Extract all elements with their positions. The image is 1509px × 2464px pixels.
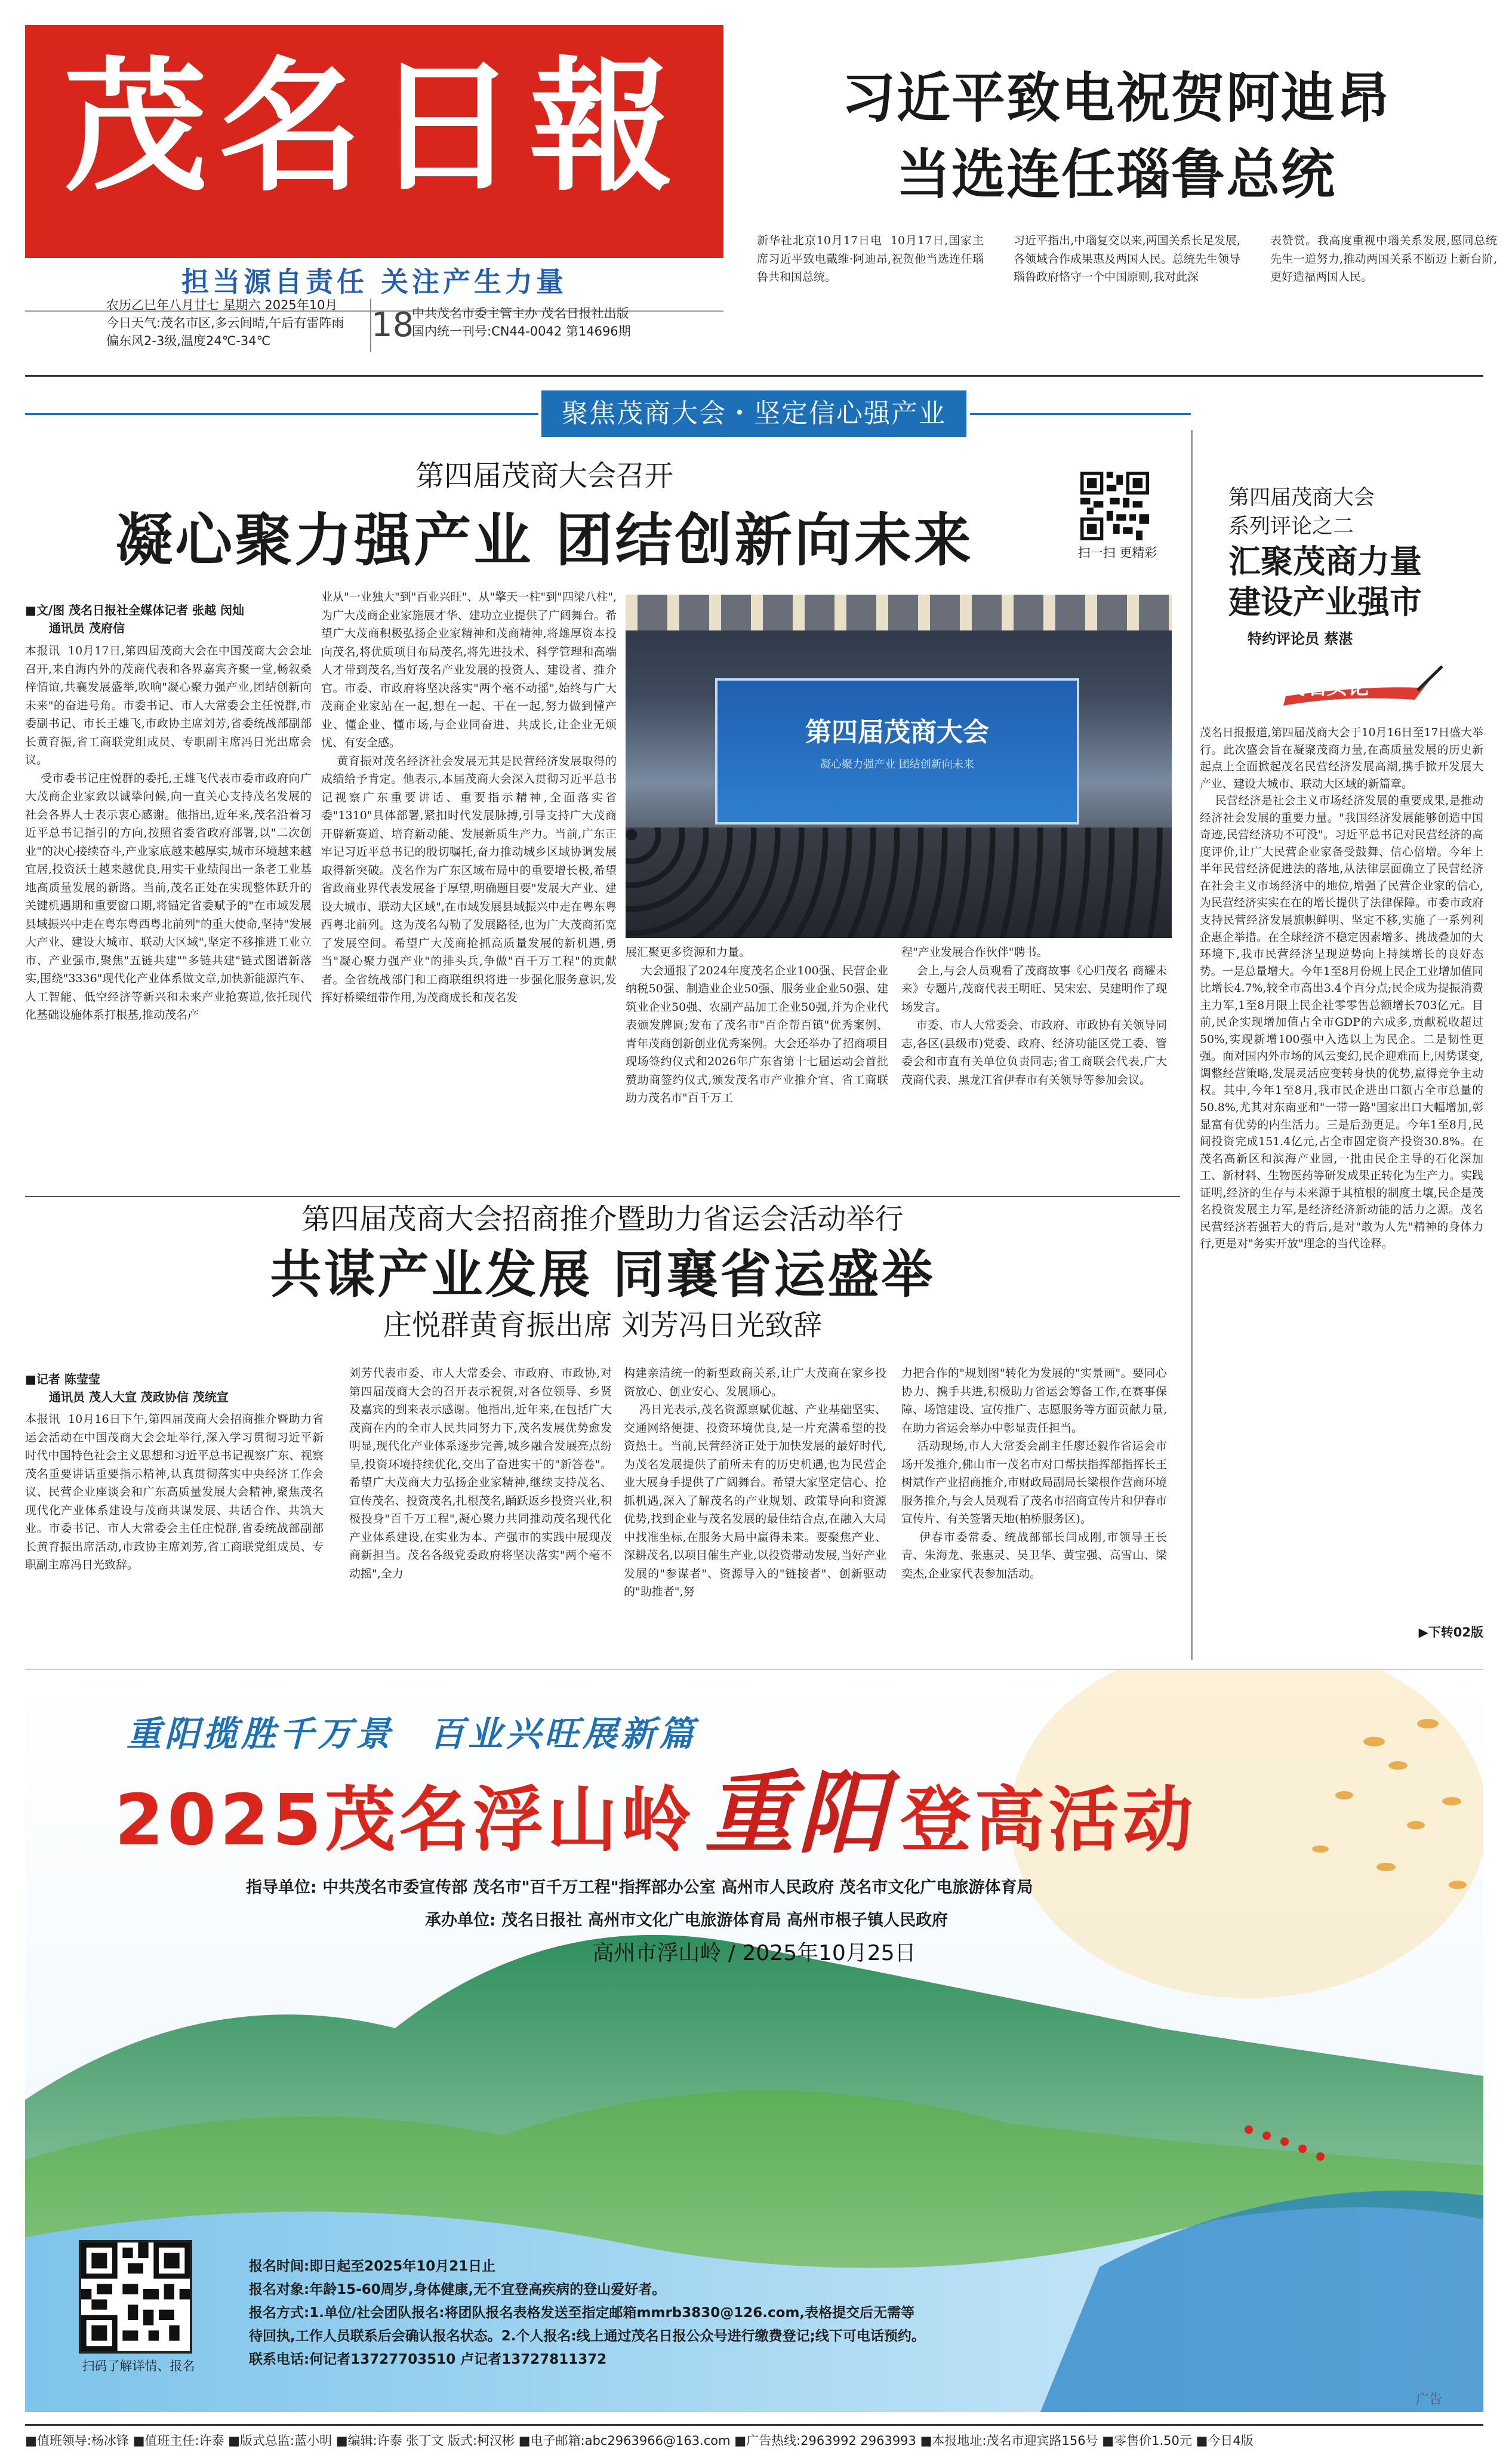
story2-headline: 共谋产业发展 同襄省运盛举: [270, 1244, 935, 1305]
ad-info: [249, 2255, 1264, 2371]
ad-guide-units: 中共茂名市委宣传部 茂名市"百千万工程"指挥部办公室 高州市人民政府 茂名市文化广电旅游体育局: [322, 1878, 1033, 1897]
story2-col-4: 力把合作的"规划图"转化为发展的"实景画"。要同心协力、携手共进,积极助力省运会筹备工作,在赛事保障、场馆建设、宣传推广、志愿服务等方面贡献力量,在助力省运会举办中彰显责任担当。 活动现场,市人大常委会副主任廖还毅作省运会市场开发推介,佛山市一茂名市对口帮扶指挥部指挥长王树斌作产业招商推介,市财政局副局长梁根作营商环境服务推介,与会人员观看了茂名市招商宣传片和伊春市宣传片、有关签署天地(柏桥服务区)。 伊春市委常委、统战部部长闫成刚,市领导王长青、朱海龙、张惠灵、吴卫华、黄宝强、高雪山、梁奕杰,企业家代表参加活动。: [901, 1367, 1167, 1580]
ad-title-c: 登高活动: [900, 1779, 1197, 1861]
story1-col-3: 展汇聚更多资源和力量。 大会通报了2024年度茂名企业100强、民营企业纳税50强、制造业企业50强、服务业企业50强、建筑业企业50强、农副产品加工企业50强,并为企业代表颁发牌匾;发布了茂名市"百企帮百镇"优秀案例、青年茂商创新创业优秀案例。大会还举办了招商项目现场签约仪式和2026年广东省第十七届运动会首批赞助商签约仪式,颁发茂名市产业推介官、省工商联助力茂名市"百千万工: [626, 946, 888, 1105]
commentary-series: [1228, 484, 1479, 541]
conference-photo: [626, 595, 1172, 938]
ad-qr-caption: 扫码了解详情、报名: [82, 2359, 195, 2373]
ad-host-units: 茂名日报社 高州市文化广电旅游体育局 高州市根子镇人民政府: [501, 1911, 948, 1930]
story1-col-1: 本报讯 10月17日,第四届茂商大会在中国茂商大会会址召开,来自海内外的茂商代表和各界嘉宾齐聚一堂,畅叙桑梓情谊,共襄发展盛举,吹响"凝心聚力强产业,团结创新向未来"的奋进号角。市委书记、市人大常委会主任悦群,市委副书记、市长王雄飞,市政协主席刘芳,省委统战部副部长黄育振,省工商联党组成员、专职副主席冯日光出席会议。 受市委书记庄悦群的委托,王雄飞代表市委市政府向广大茂商企业家致以诚挚问候,向一直关心支持茂名发展的社会各界人士表示衷心感谢。他指出,近年来,茂名沿着习近平总书记指引的方向,按照省委省政府部署,以"二次创业"的决心接续奋斗,产业家底越来越厚实,城市环境越来越宜居,投资沃土越来越优良,用实干业绩闯出一条老工业基地高质量发展的新路。当前,茂名正处在实现整体跃升的关键机遇期和重要窗口期,将锚定省委赋予的"在市域发展县域振兴中走在粤东粤西粤北前列"的重大使命,坚持"发展大产业、建设大城市、联动大区域",坚定不移推进工业立市、产业强市,聚焦"五链共建""多链共建"链式图谱新落实,围绕"3336"现代化产业体系做文章,加快新能源汽车、人工智能、低空经济等新兴和未来产业抢赛道,依托现代化基础设施体系打根基,推动茂名产: [25, 644, 312, 1022]
story1-subhead: 第四届茂商大会召开: [415, 459, 673, 493]
commentary-body: 茂名日报报道,第四届茂商大会于10月16日至17日盛大举行。此次盛会旨在凝聚茂商力量,在高质量发展的历史新起点上全面掀起茂名民营经济发展高潮,携手掀开发展大产业、建设大城市、联动大区域的新篇章。 民营经济是社会主义市场经济发展的重要成果,是推动经济社会发展的重要力量。"我国经济发展能够创造中国奇迹,民营经济功不可没"。习近平总书记对民营经济的高度评价,让广大民营企业家备受鼓舞、信心倍增。今年上半年民营经济促进法的落地,从法律层面确立了民营经济在社会主义市场经济中的地位,增强了民营企业家的信心,为民营经济实实在在的增长提供了法律保障。市委市政府支持民营经济发展旗帜鲜明、坚定不移,实施了一系列利企惠企举措。在全球经济不稳定因素增多、挑战叠加的大环境下,我市民营经济呈现逆势向上持续增长的良好态势。一是总量增大。今年1至8月份规上民企工业增加值同比增长4.7%,较全市高出3.4个百分点;民企成为提振消费主力军,1至8月限上民企社零零售总额增长703亿元。目前,民企实现增加值占全市GDP的六成多,贡献税收超过50%,实现新增100强中入选以上为民企。二是韧性更强。面对国内外市场的风云变幻,民企迎难而上,因势谋变,调整经营策略,发展灵活应变转身快的优势,赢得竞争主动权。其中,今年1至8月,我市民企进出口额占全市总量的50.8%,尤其对东南亚和"一带一路"国家出口大幅增加,彰显富有优势的内生活力。三是后劲更足。今年1至8月,民间投资完成151.4亿元,占全市固定资产投资30.8%。在茂名高新区和滨海产业园,一批由民企主导的石化深加工、新材料、生物医药等研发成果正转化为生产力。实践证明,经济的生存与未来源于其植根的制度土壤,民企是茂名投资发展主力军,是经济经济新动能的活力之源。茂名民营经济若强若大的背后,是对"敢为人先"精神的身体力行,更是对"务实开放"理念的当代诠释。: [1200, 727, 1483, 1251]
commentary-logo-text: 茂名实论: [1283, 675, 1370, 699]
ad-host-label: 承办单位:: [425, 1911, 496, 1930]
top-divider: [25, 375, 1483, 377]
ad-host: [425, 1909, 1320, 1933]
commentary-headline-line-2: 建设产业强市: [1228, 583, 1422, 621]
date-line: 农历乙巳年八月廿七 星期六 2025年10月: [106, 298, 338, 312]
commentary-divider: [1191, 430, 1193, 1660]
story2-col-1: 本报讯 10月16日下午,第四届茂商大会招商推介暨助力省运会活动在中国茂商大会会址举行,深入学习贯彻习近平新时代中国特色社会主义思想和习近平总书记视察广东、视察茂名重要讲话重要指示精神,认真贯彻落实中央经济工作会议、民营企业座谈会和广东高质量发展大会精神,聚焦茂名现代化产业体系建设与茂商共谋发展、共话合作、共筑大业。市委书记、市人大常委会主任庄悦群,省委统战部副部长黄育振出席活动,市政协主席刘芳,省工商联党组成员、专职副主席冯日光致辞。: [25, 1413, 324, 1571]
weather-line-1: 今日天气:茂名市区,多云间晴,午后有雷阵雨: [106, 316, 344, 330]
banner-rule-left: [25, 413, 538, 415]
ad-info-4: 待回执,工作人员联系后会确认报名状态。2.个人报名:线上通过茂名日报公众号进行缴费登记;线下可电话预约。: [249, 2328, 925, 2344]
story-divider: [25, 1196, 1180, 1197]
banner-rule-right: [970, 413, 1191, 415]
qr-caption: 扫一扫 更精彩: [1077, 546, 1157, 560]
top-headline: [740, 60, 1492, 213]
day-number: 18: [370, 299, 406, 352]
top-story-col-3: 表赞赏。我高度重视中瑙关系发展,愿同总统先生一道努力,推动两国关系不断迈上新台阶,更好造福两国人民。: [1270, 234, 1497, 284]
ad-tagline-1: 重阳揽胜千万景: [127, 1714, 395, 1754]
story1-headline: 凝心聚力强产业 团结创新向未来: [115, 506, 974, 574]
stage-screen: 第四届茂商大会 凝心聚力强产业 团结创新向未来: [715, 678, 1079, 825]
top-headline-line-2: 当选连任瑙鲁总统: [897, 143, 1336, 206]
story2-col-3: 构建亲清统一的新型政商关系,让广大茂商在家乡投资放心、创业安心、发展顺心。 冯日光表示,茂名资源禀赋优越、产业基础坚实、交通网络便捷、投资环境优良,是一片充满希望的投资热土。当前,民营经济正处于加快发展的最好时代,为茂名发展提供了前所未有的历史机遇,也为民营企业大展身手提供了广阔舞台。希望大家坚定信心、抢抓机遇,深入了解茂名的产业规划、政策导向和资源优势,找到企业与茂名发展的最佳结合点,在融入大局中找准坐标,在服务大局中赢得未来。要聚焦产业、深耕茂名,以项目催生产业,以投资带动发展,当好产业发展的"参谋者"、资源导入的"链接者"、创新驱动的"助推者",努: [624, 1367, 886, 1598]
ad-title: [115, 1761, 1428, 1866]
ad-title-b: 重阳: [704, 1761, 891, 1866]
ad-info-2: 报名对象:年龄15-60周岁,身体健康,无不宜登高疾病的登山爱好者。: [249, 2282, 666, 2297]
qr-code-icon[interactable]: [1080, 472, 1149, 540]
story2-byline: ■记者 陈莹莹: [25, 1372, 100, 1386]
story2-subhead: 第四届茂商大会招商推介暨助力省运会活动举行: [301, 1202, 904, 1236]
story1-byline-2: 通讯员 茂府信: [49, 621, 125, 635]
top-story-col-1: 新华社北京10月17日电 10月17日,国家主席习近平致电戴维·阿迪昂,祝贺他当选连任瑙鲁共和国总统。: [757, 234, 984, 284]
weather-line-2: 偏东风2-3级,温度24℃-34℃: [106, 334, 271, 348]
commentary-logo: [1271, 664, 1445, 713]
commentary-author: 特约评论员 蔡湛: [1248, 630, 1353, 647]
ad-tagline: [127, 1706, 783, 1756]
story1-byline: ■文/图 茂名日报社全媒体记者 张越 闵灿: [25, 603, 245, 617]
footer-credits: ■值班领导:杨冰锋 ■值班主任:许泰 ■版式总监:蓝小明 ■编辑:许泰 张丁文 版式:柯汉彬 ■电子邮箱:abc2963966@163.com ■广告热线:2963992 2963993 ■本报地址:茂名市迎宾路156号 ■零售价1.50元 ■今日4版: [25, 2424, 1483, 2454]
ad-info-1: 报名时间:即日起至2025年10月21日止: [249, 2259, 496, 2274]
ad-tagline-2: 百业兴旺展新篇: [430, 1714, 698, 1754]
advertisement: [25, 1669, 1483, 2412]
audience: [626, 828, 1172, 938]
newspaper-title: 茂名日報: [64, 42, 685, 211]
commentary-series-line-2: 系列评论之二: [1228, 515, 1354, 539]
masthead-slogan: 担当源自责任 关注产生力量: [181, 266, 567, 298]
ad-guide-label: 指导单位:: [246, 1878, 317, 1897]
story1-col-2: 业从"一业独大"到"百业兴旺"、从"擎天一柱"到"四梁八柱",为广大茂商企业家施展才华、建功立业提供了广阔舞台。希望广大茂商积极弘扬企业家精神和茂商精神,将雄厚资本投向茂名,将优质项目布局茂名,将先进技术、科学管理和高端人才带到茂名,当好茂名产业发展的投资人、建设者、推介官。市委、市政府将坚决落实"两个毫不动摇",始终与广大茂商企业家站在一起,想在一起、干在一起,努力做到懂产业、懂企业、懂市场,与企业同奋进、共成长,让企业无烦忧、有安全感。 黄育振对茂名经济社会发展无其是民营经济发展取得的成绩给予肯定。他表示,本届茂商大会深入贯彻习近平总书记视察广东重要讲话、重要指示精神,全面落实省委"1310"具体部署,紧扣时代发展脉搏,引导支持广大茂商开辟新赛道、培育新动能、发展新质生产力。当前,广东正牢记习近平总书记的殷切嘱托,奋力推动城乡区域协调发展取得新突破。茂名作为广东区域布局中的重要增长极,希望省政商业界代表发展备于厚望,明确题目要"发展大产业、建设大城市、联动大区域",在市域发展县域振兴中走在粤东粤西粤北前列。这为茂名勾勒了发展路径,也为广大茂商拓宽了发展空间。希望广大茂商抢抓高质量发展的新机遇,勇当"凝心聚力强产业"的排头兵,争做"百千万工程"的贡献者。全省统战部门和工商联组织将进一步强化服务意识,发挥好桥梁纽带作用,为茂商成长和茂名发: [321, 590, 617, 1004]
commentary-headline: [1228, 541, 1491, 622]
story2-subhead-2: 庄悦群黄育振出席 刘芳冯日光致辞: [383, 1309, 823, 1342]
masthead: [25, 25, 723, 258]
publisher-line: 中共茂名市委主管主办 茂名日报社出版: [412, 306, 629, 321]
story2-col-2: 刘芳代表市委、市人大常委会、市政府、市政协,对第四届茂商大会的召开表示祝贺,对各位领导、乡贤及嘉宾的到来表示感谢。他指出,近年来,在包括广大茂商在内的全市人民共同努力下,茂名发展优势愈发明显,现代化产业体系逐步完善,城乡融合发展亮点纷呈,投资环境持续优化,交出了奋进实干的"新答卷"。希望广大茂商大力弘扬企业家精神,继续支持茂名、宣传茂名、投资茂名,扎根茂名,踊跃返乡投资兴业,积极投身"百千万工程",凝心聚力共同推动茂名现代化产业体系建设,在实业为本、产强市的实践中展现茂商新担当。茂名各级党委政府将坚决落实"两个毫不动摇",全力: [349, 1367, 612, 1580]
continued-link[interactable]: ▶下转02版: [1418, 1625, 1483, 1639]
commentary-headline-line-1: 汇聚茂商力量: [1228, 542, 1422, 580]
ad-label: 广告: [1416, 2392, 1443, 2407]
top-headline-line-1: 习近平致电祝贺阿迪昂: [842, 66, 1391, 130]
ad-guide: [246, 1876, 1380, 1900]
ad-venue: 高州市浮山岭 / 2025年10月25日: [592, 1941, 916, 1965]
ad-info-3: 报名方式:1.单位/社会团队报名:将团队报名表格发送至指定邮箱mmrb3830@126.com,表格提交后无需等: [249, 2305, 915, 2321]
issn-line: 国内统一刊号:CN44-0042 第14696期: [412, 324, 631, 339]
ad-qr-code-icon[interactable]: [79, 2240, 192, 2354]
commentary-series-line-1: 第四届茂商大会: [1228, 486, 1375, 510]
section-banner: 聚焦茂商大会・坚定信心强产业: [541, 390, 966, 437]
story2-byline-2: 通讯员 茂人大宣 茂政协信 茂统宣: [49, 1390, 229, 1404]
ad-title-a: 2025茂名浮山岭: [115, 1779, 695, 1861]
ad-info-5: 联系电话:何记者13727703510 卢记者13727811372: [249, 2352, 607, 2367]
story1-col-4: 程"产业发展合作伙伴"聘书。 会上,与会人员观看了茂商故事《心归茂名 商耀未来》专题片,茂商代表王明旺、吴宋宏、吴建明作了现场发言。 市委、市人大常委会、市政府、市政协有关领导同志,各区(县级市)党委、政府、经济功能区党工委、管委会和市直有关单位负责同志;省工商联会代表,广大茂商代表、黑龙江省伊春市有关领导等参加会议。: [901, 946, 1167, 1087]
top-story-col-2: 习近平指出,中瑙复交以来,两国关系长足发展,各领域合作成果惠及两国人民。总统先生领导瑙鲁政府恪守一个中国原则,我对此深: [1014, 234, 1240, 284]
ceiling-lights: [626, 595, 1172, 630]
